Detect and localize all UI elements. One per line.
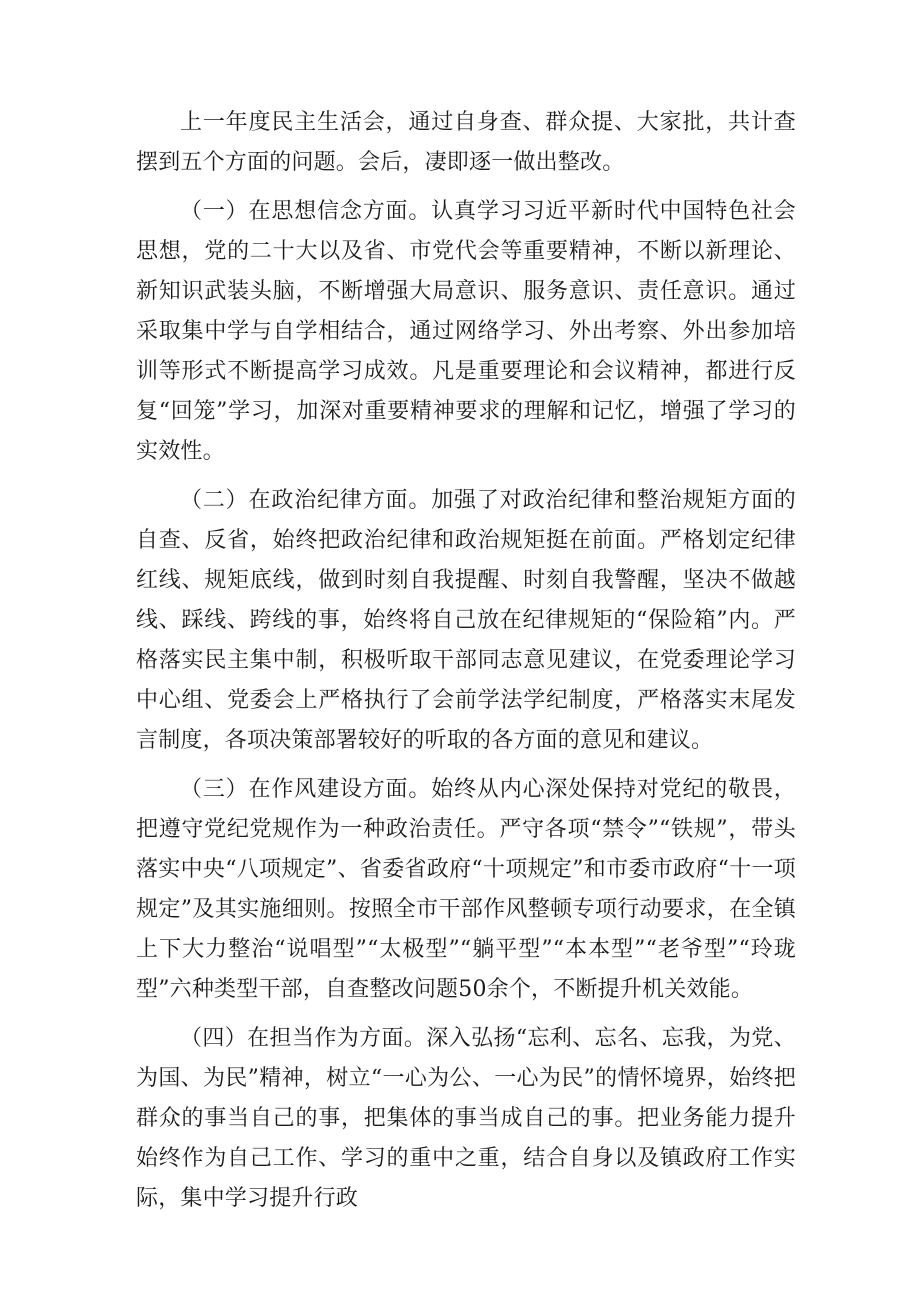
section-3-work-style-paragraph: （三）在作风建设方面。始终从内心深处保持对党纪的敬畏，把遵守党纪党规作为一种政治责任。严守各项“禁令”“铁规”，带头落实中央“八项规定”、省委省政府“十项规定”和市委市政府“十一项规定”及其实施细则。按照全市干部作风整顿专项行动要求，在全镇上下大力整治“说唱型”“太极型”“躺平型”“本本型”“老爷型”“玲珑型”六种类型干部，自查整改问题50余个，不断提升机关效能。: [136, 777, 796, 1002]
section-1-ideology-paragraph: （一）在思想信念方面。认真学习习近平新时代中国特色社会思想，党的二十大以及省、市党代会等重要精神，不断以新理论、新知识武装头脑，不断增强大局意识、服务意识、责任意识。通过采取集中学与自学相结合，通过网络学习、外出考察、外出参加培训等形式不断提高学习成效。凡是重要理论和会议精神，都进行反复“回笼”学习，加深对重要精神要求的理解和记忆，增强了学习的实效性。: [136, 199, 796, 464]
document-body: [136, 103, 796, 1228]
intro-paragraph: 上一年度民主生活会，通过自身查、群众提、大家批，共计查摆到五个方面的问题。会后，凄即逐一做出整改。: [136, 110, 796, 175]
section-2-political-discipline-paragraph: （二）在政治纪律方面。加强了对政治纪律和整治规矩方面的自查、反省，始终把政治纪律和政治规矩挺在前面。严格划定纪律红线、规矩底线，做到时刻自我提醒、时刻自我警醒，坚决不做越线、踩线、跨线的事，始终将自己放在纪律规矩的“保险箱”内。严格落实民主集中制，积极听取干部同志意见建议，在党委理论学习中心组、党委会上严格执行了会前学法学纪制度，严格落实末尾发言制度，各项决策部署较好的听取的各方面的意见和建议。: [136, 488, 796, 753]
section-4-responsibility-paragraph: （四）在担当作为方面。深入弘扬“忘利、忘名、忘我，为党、为国、为民”精神，树立“一心为公、一心为民”的情怀境界，始终把群众的事当自己的事，把集体的事当成自己的事。把业务能力提升始终作为自己工作、学习的重中之重，结合自身以及镇政府工作实际，集中学习提升行政: [136, 1026, 796, 1211]
